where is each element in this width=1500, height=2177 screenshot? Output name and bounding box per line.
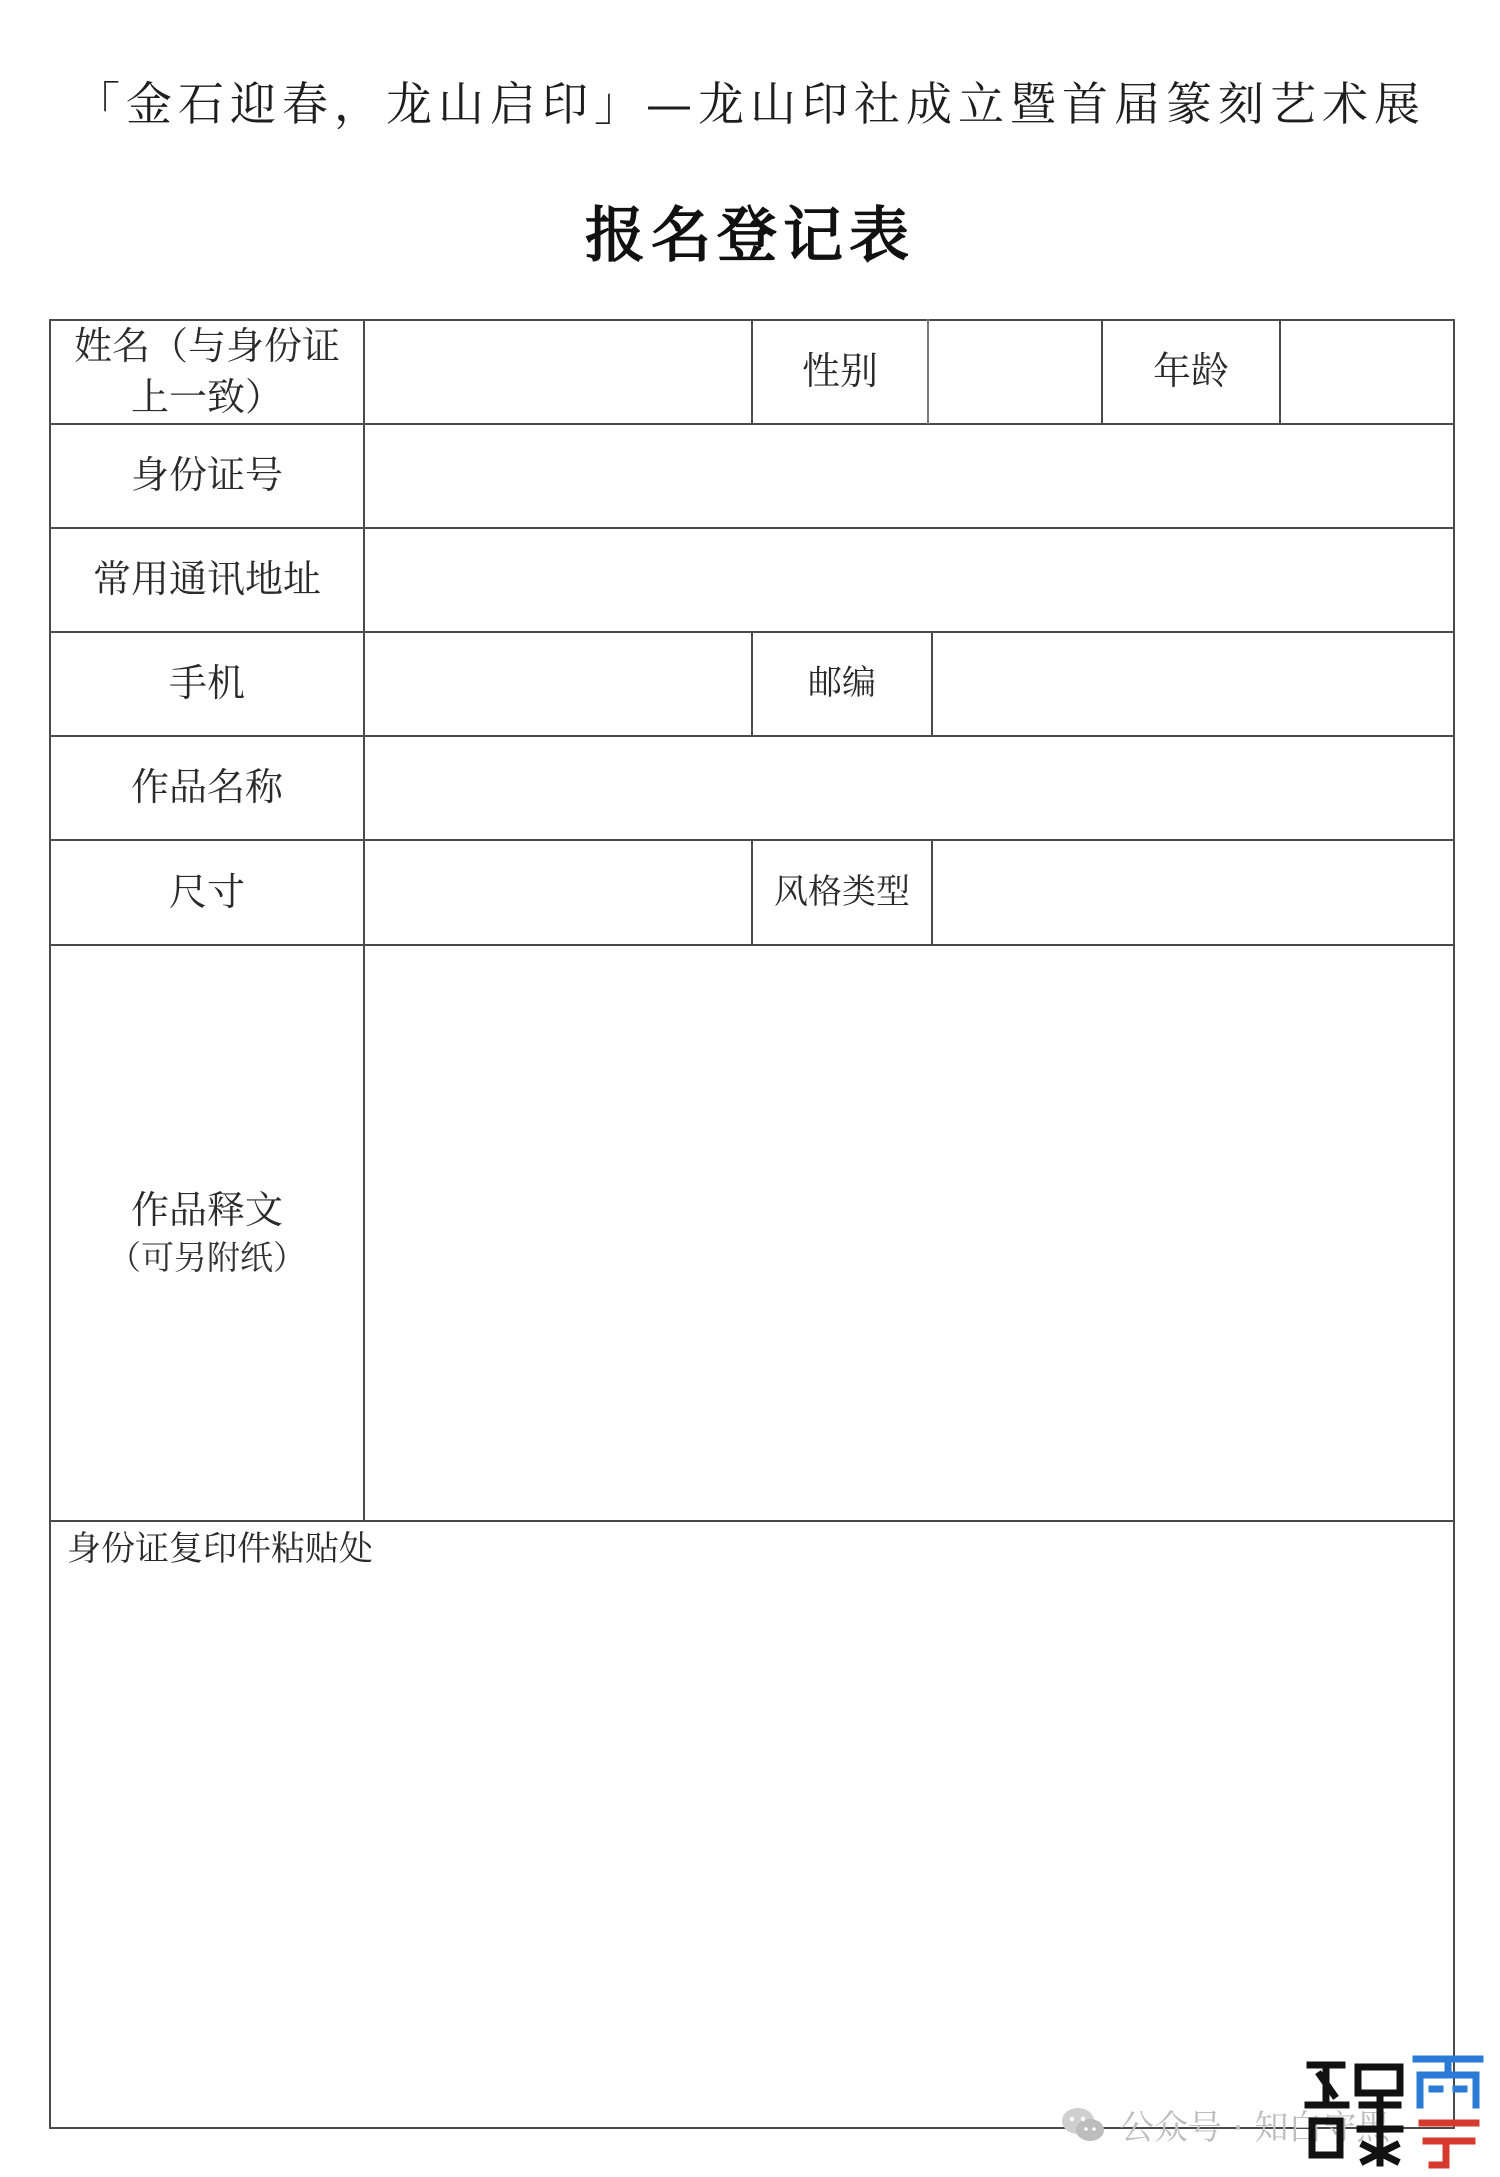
age-label: 年龄 — [1152, 349, 1229, 394]
inscription-input[interactable] — [365, 946, 1453, 1520]
address-label: 常用通讯地址 — [92, 557, 321, 602]
age-input[interactable] — [1281, 321, 1453, 423]
style-label: 风格类型 — [774, 871, 910, 912]
size-label: 尺寸 — [168, 869, 245, 914]
phone-label: 手机 — [168, 661, 245, 706]
wechat-icon — [1060, 2106, 1106, 2144]
work-title-input[interactable] — [365, 737, 1453, 839]
table-border-right — [1453, 319, 1455, 2129]
inscription-label-cell — [51, 946, 363, 1520]
page-title: 报名登记表 — [585, 201, 915, 271]
size-input[interactable] — [365, 841, 751, 944]
address-input[interactable] — [365, 529, 1453, 631]
registration-form — [49, 319, 1455, 2129]
name-input[interactable] — [365, 321, 751, 423]
id-number-input[interactable] — [365, 425, 1453, 527]
id-number-label: 身份证号 — [130, 453, 283, 498]
postcode-input[interactable] — [933, 633, 1453, 735]
name-label: 姓名（与身份证上一致） — [73, 323, 340, 419]
gender-input[interactable] — [929, 321, 1101, 423]
seal-stamp-icon — [1300, 2045, 1496, 2171]
id-copy-label: 身份证复印件粘贴处 — [67, 1529, 373, 1569]
inscription-note: （可另附纸） — [108, 1238, 306, 1278]
watermark-text: 公众号 · 知白守黑 — [1120, 2108, 1391, 2148]
work-title-label: 作品名称 — [130, 765, 283, 810]
style-input[interactable] — [933, 841, 1453, 944]
gender-label: 性别 — [801, 349, 878, 394]
phone-input[interactable] — [365, 633, 751, 735]
id-copy-paste-area[interactable] — [51, 1569, 1453, 2125]
subtitle: 「金石迎春，龙山启印」—龙山印社成立暨首届篆刻艺术展 — [74, 77, 1426, 131]
inscription-label: 作品释文 — [130, 1188, 283, 1233]
postcode-label: 邮编 — [808, 663, 876, 704]
